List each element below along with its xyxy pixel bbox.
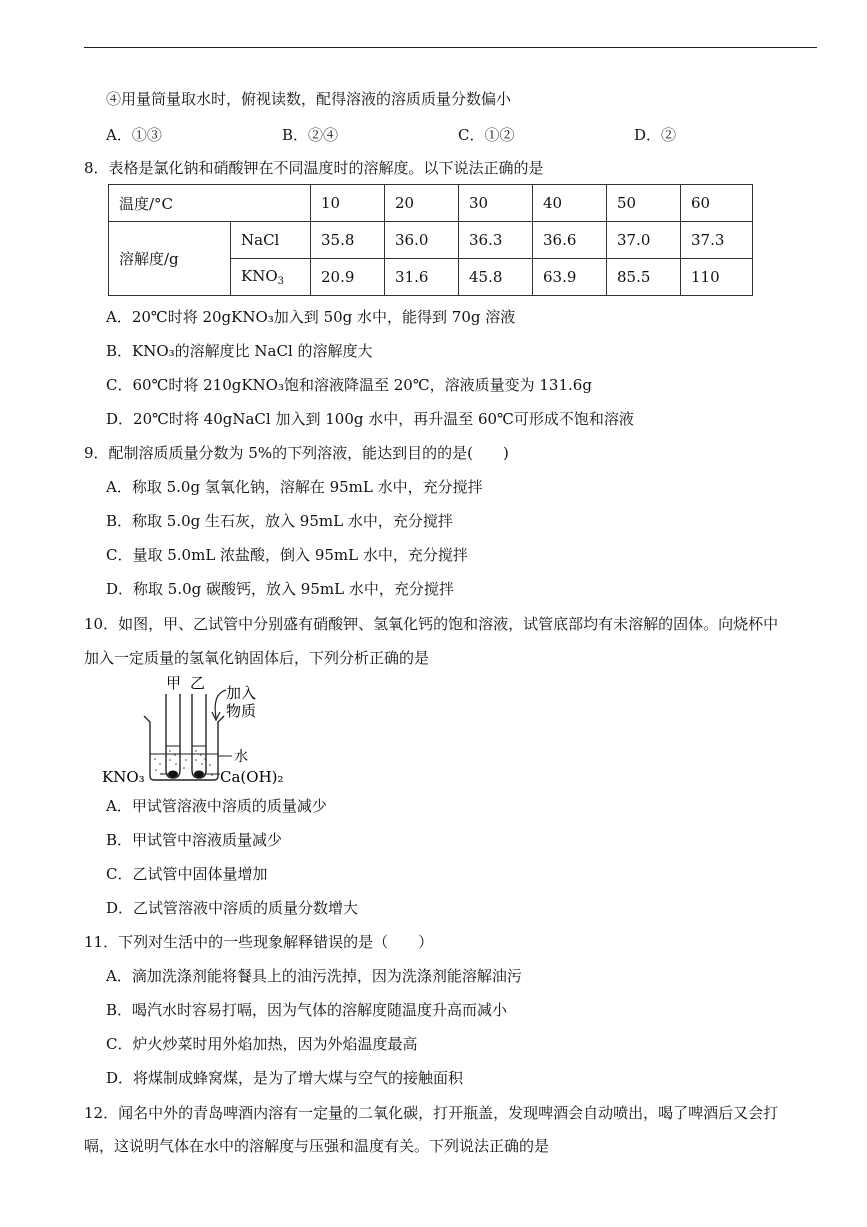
- q8-stem: 8．表格是氯化钠和硝酸钾在不同温度时的溶解度。以下说法正确的是: [84, 159, 544, 177]
- q9-option-b[interactable]: B．称取 5.0g 生石灰，放入 95mL 水中，充分搅拌: [106, 512, 453, 530]
- q7-statement-4: ④用量筒量取水时，俯视读数，配得溶液的溶质质量分数偏小: [106, 90, 512, 108]
- tube-jia-solution-dots: [169, 750, 177, 765]
- solubility-table: [108, 184, 753, 296]
- label-add-line2: 物质: [226, 702, 257, 720]
- q9-option-d[interactable]: D．称取 5.0g 碳酸钙，放入 95mL 水中，充分搅拌: [106, 580, 454, 598]
- q12-stem-line2: 嗝，这说明气体在水中的溶解度与压强和温度有关。下列说法正确的是: [84, 1137, 550, 1155]
- q7-option-b[interactable]: B．②④: [282, 126, 339, 144]
- q8-option-a[interactable]: A．20℃时将 20gKNO₃加入到 50g 水中，能得到 70g 溶液: [106, 308, 516, 326]
- table-cell: 36.6: [533, 222, 607, 259]
- table-cell: 63.9: [533, 259, 607, 296]
- q7-option-d[interactable]: D．②: [634, 126, 677, 144]
- kno3-label-subscript: 3: [277, 276, 285, 287]
- table-cell: 31.6: [385, 259, 459, 296]
- table-cell: 60: [681, 185, 753, 222]
- kno3-label: [231, 259, 311, 296]
- q9-option-a[interactable]: A．称取 5.0g 氢氧化钠，溶解在 95mL 水中，充分搅拌: [106, 478, 483, 496]
- label-kno3: KNO₃: [102, 768, 145, 786]
- water-dots: [154, 758, 213, 776]
- q11-option-d[interactable]: D．将煤制成蜂窝煤，是为了增大煤与空气的接触面积: [106, 1069, 464, 1087]
- q7-option-a[interactable]: A．①③: [106, 126, 162, 144]
- solubility-header: 溶解度/g: [109, 222, 231, 296]
- table-cell: 40: [533, 185, 607, 222]
- table-row-temperature: [109, 185, 753, 222]
- beaker-diagram: [100, 674, 290, 790]
- table-cell: 37.3: [681, 222, 753, 259]
- test-tube-jia: [166, 694, 180, 778]
- q10-option-b[interactable]: B．甲试管中溶液质量减少: [106, 831, 283, 849]
- table-cell: 36.0: [385, 222, 459, 259]
- q10-option-d[interactable]: D．乙试管溶液中溶质的质量分数增大: [106, 899, 359, 917]
- q10-stem-line1: 10．如图，甲、乙试管中分别盛有硝酸钾、氢氧化钙的饱和溶液，试管底部均有未溶解的固体。向烧杯中: [84, 615, 779, 633]
- table-cell: 20.9: [311, 259, 385, 296]
- q11-option-b[interactable]: B．喝汽水时容易打嗝，因为气体的溶解度随温度升高而减小: [106, 1001, 508, 1019]
- q7-options: [106, 124, 806, 144]
- table-cell: 110: [681, 259, 753, 296]
- label-caoh2: Ca(OH)₂: [220, 768, 284, 786]
- q11-stem: 11．下列对生活中的一些现象解释错误的是（ ）: [84, 933, 434, 951]
- label-water: 水: [234, 749, 248, 765]
- header-rule: [84, 47, 817, 48]
- q9-option-c[interactable]: C．量取 5.0mL 浓盐酸，倒入 95mL 水中，充分搅拌: [106, 546, 468, 564]
- tube-yi-solution-dots: [195, 750, 203, 765]
- q10-option-c[interactable]: C．乙试管中固体量增加: [106, 865, 268, 883]
- q11-option-a[interactable]: A．滴加洗涤剂能将餐具上的油污洗掉，因为洗涤剂能溶解油污: [106, 967, 522, 985]
- table-cell: 10: [311, 185, 385, 222]
- test-tube-yi: [192, 694, 206, 778]
- beaker-test-tube-figure: [100, 674, 290, 790]
- table-row-nacl: [109, 222, 753, 259]
- q7-option-c[interactable]: C．①②: [458, 126, 515, 144]
- q9-stem: 9．配制溶质质量分数为 5%的下列溶液，能达到目的的是( ): [84, 444, 509, 462]
- table-cell: 36.3: [459, 222, 533, 259]
- tube-jia-solid: [168, 771, 178, 778]
- table-cell: 30: [459, 185, 533, 222]
- table-cell: 50: [607, 185, 681, 222]
- table-cell: 85.5: [607, 259, 681, 296]
- q12-stem-line1: 12．闻名中外的青岛啤酒内溶有一定量的二氧化碳，打开瓶盖，发现啤酒会自动喷出，喝了啤酒后又会打: [84, 1104, 779, 1122]
- q8-option-c[interactable]: C．60℃时将 210gKNO₃饱和溶液降温至 20℃，溶液质量变为 131.6g: [106, 376, 592, 394]
- kno3-label-base: KNO: [241, 267, 278, 285]
- q8-option-b[interactable]: B．KNO₃的溶解度比 NaCl 的溶解度大: [106, 342, 373, 360]
- add-substance-arrow: [215, 690, 226, 718]
- table-cell: 20: [385, 185, 459, 222]
- q10-stem-line2: 加入一定质量的氢氧化钠固体后，下列分析正确的是: [84, 649, 430, 667]
- label-yi: 乙: [190, 674, 206, 692]
- table-cell: 45.8: [459, 259, 533, 296]
- tube-yi-solid: [194, 771, 204, 778]
- q8-option-d[interactable]: D．20℃时将 40gNaCl 加入到 100g 水中，再升温至 60℃可形成不饱和溶液: [106, 410, 634, 428]
- temperature-header: 温度/°C: [109, 185, 311, 222]
- label-add-line1: 加入: [226, 684, 257, 702]
- label-jia: 甲: [166, 674, 182, 692]
- table-cell: 37.0: [607, 222, 681, 259]
- table-cell: 35.8: [311, 222, 385, 259]
- nacl-label: NaCl: [231, 222, 311, 259]
- q10-option-a[interactable]: A．甲试管溶液中溶质的质量减少: [106, 797, 327, 815]
- q11-option-c[interactable]: C．炉火炒菜时用外焰加热，因为外焰温度最高: [106, 1035, 418, 1053]
